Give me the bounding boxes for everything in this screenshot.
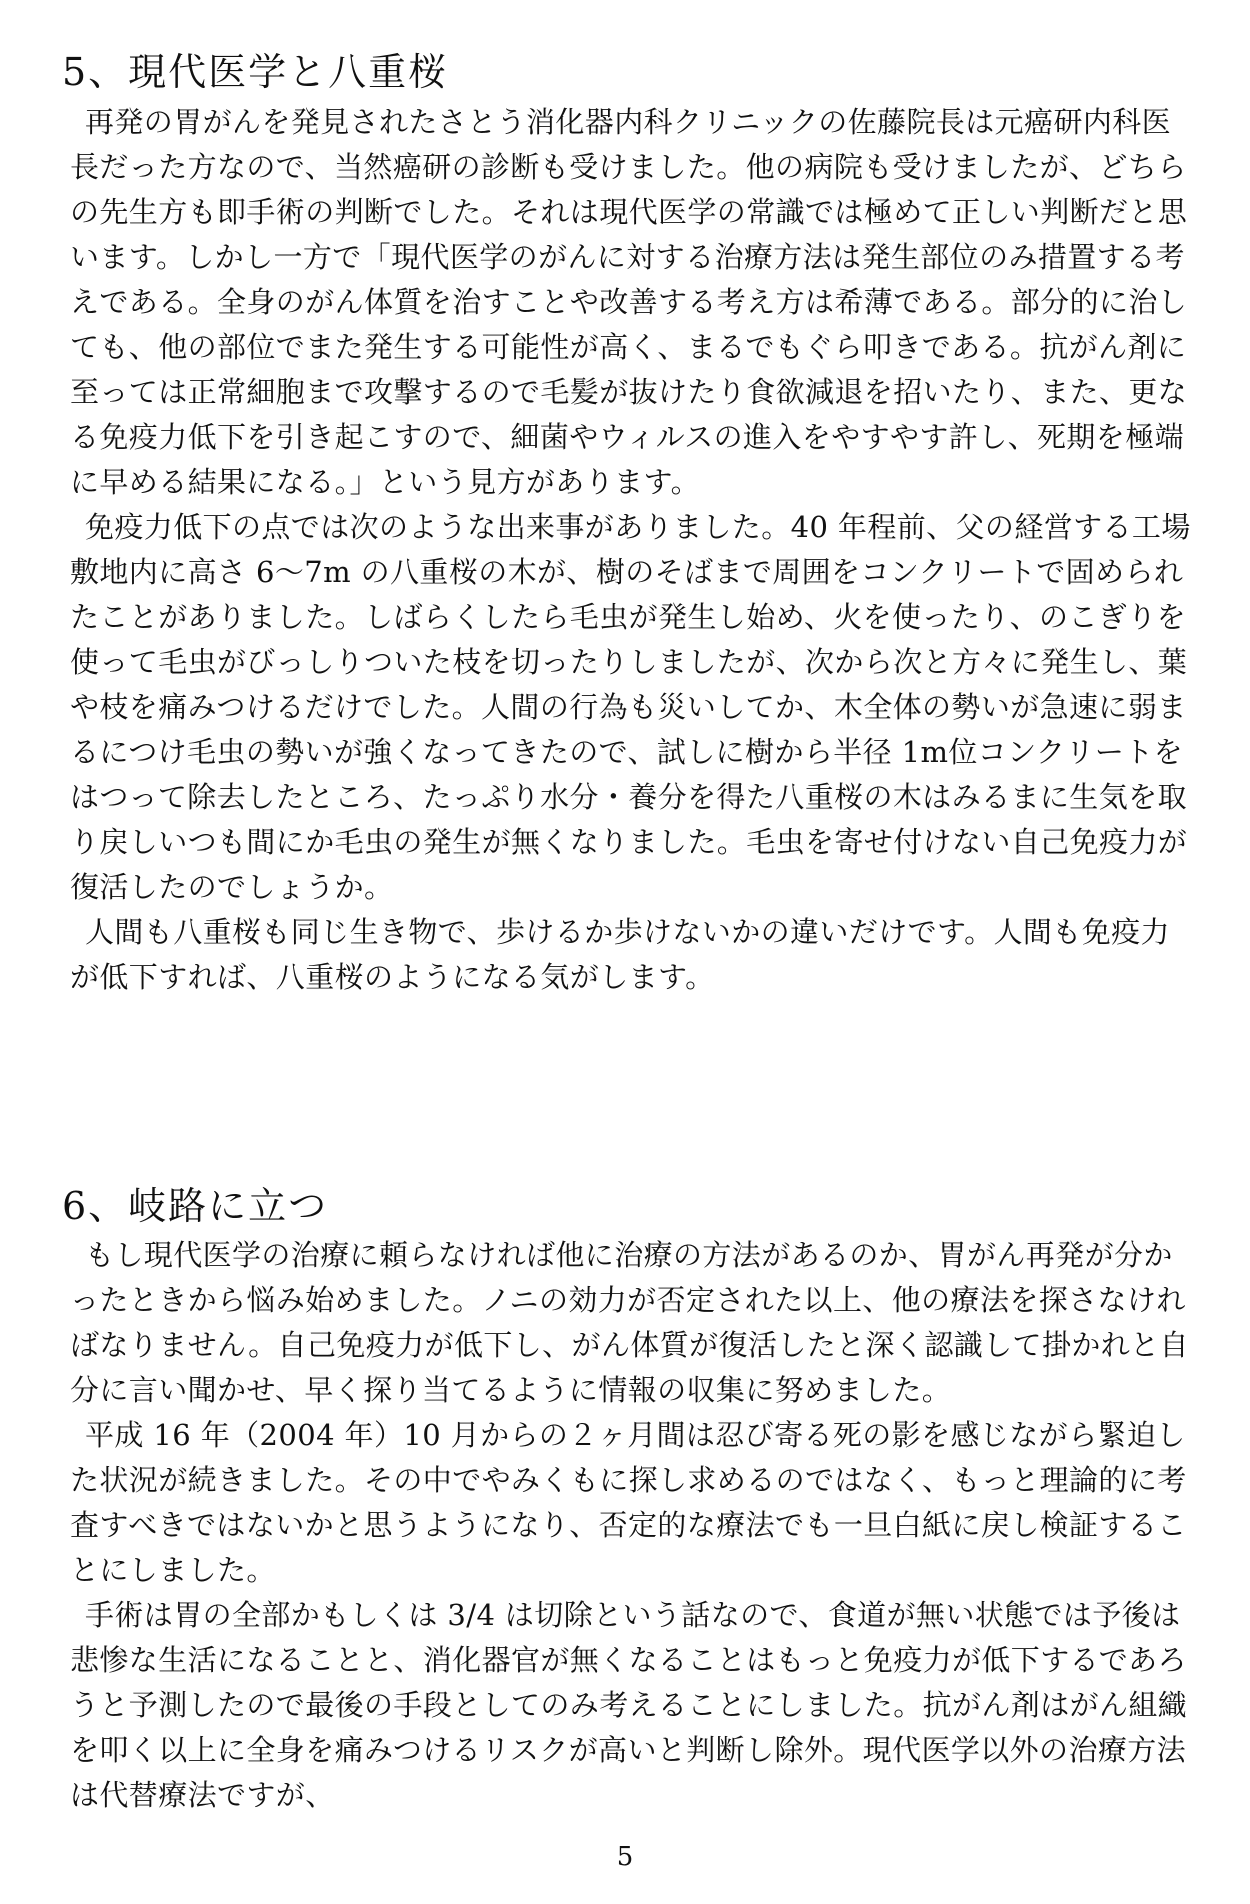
section-6-paragraph-3: 手術は胃の全部かもしくは 3/4 は切除という話なので、食道が無い状態では予後は悲惨な生活になることと、消化器官が無くなることはもっと免疫力が低下するであろうと予測したので最後の手段としてのみ考えることにしました。抗がん剤はがん組織を叩く以上に全身を痛みつけるリスクが高いと判断し除外。現代医学以外の治療方法は代替療法ですが、 xyxy=(70,1598,1188,1812)
section-6-body xyxy=(70,1233,1195,1818)
page-number: 5 xyxy=(616,1842,634,1872)
section-5-heading: 5、現代医学と八重桜 xyxy=(62,50,449,94)
section-5-paragraph-2: 免疫力低下の点では次のような出来事がありました。40 年程前、父の経営する工場敷地内に高さ 6～7m の八重桜の木が、樹のそばまで周囲をコンクリートで固められたことがありました。しばらくしたら毛虫が発生し始め、火を使ったり、のこぎりを使って毛虫がびっしりついた枝を切ったりしましたが、次から次と方々に発生し、葉や枝を痛みつけるだけでした。人間の行為も災いしてか、木全体の勢いが急速に弱まるにつけ毛虫の勢いが強くなってきたので、試しに樹から半径 1m位コンクリートをはつって除去したところ、たっぷり水分・養分を得た八重桜の木はみるまに生気を取り戻しいつも間にか毛虫の発生が無くなりました。毛虫を寄せ付けない自己免疫力が復活したのでしょうか。 xyxy=(70,510,1191,904)
section-6-paragraph-2: 平成 16 年（2004 年）10 月からの２ヶ月間は忍び寄る死の影を感じながら緊迫した状況が続きました。その中でやみくもに探し求めるのではなく、もっと理論的に考査すべきではないかと思うようになり、否定的な療法でも一旦白紙に戻し検証することにしました。 xyxy=(70,1418,1187,1587)
section-5-paragraph-1: 再発の胃がんを発見されたさとう消化器内科クリニックの佐藤院長は元癌研内科医長だった方なので、当然癌研の診断も受けました。他の病院も受けましたが、どちらの先生方も即手術の判断でした。それは現代医学の常識では極めて正しい判断だと思います。しかし一方で「現代医学のがんに対する治療方法は発生部位のみ措置する考えである。全身のがん体質を治すことや改善する考え方は希薄である。部分的に治しても、他の部位でまた発生する可能性が高く、まるでもぐら叩きである。抗がん剤に至っては正常細胞まで攻撃するので毛髪が抜けたり食欲減退を招いたり、また、更なる免疫力低下を引き起こすので、細菌やウィルスの進入をやすやす許し、死期を極端に早める結果になる。」という見方があります。 xyxy=(70,105,1188,499)
section-5-paragraph-3: 人間も八重桜も同じ生き物で、歩けるか歩けないかの違いだけです。人間も免疫力が低下すれば、八重桜のようになる気がします。 xyxy=(70,915,1170,994)
section-5-body xyxy=(70,100,1195,1000)
section-6-paragraph-1: もし現代医学の治療に頼らなければ他に治療の方法があるのか、胃がん再発が分かったときから悩み始めました。ノニの効力が否定された以上、他の療法を探さなければなりません。自己免疫力が低下し、がん体質が復活したと深く認識して掛かれと自分に言い聞かせ、早く探り当てるように情報の収集に努めました。 xyxy=(70,1238,1189,1407)
section-6-heading: 6、岐路に立つ xyxy=(62,1184,329,1228)
